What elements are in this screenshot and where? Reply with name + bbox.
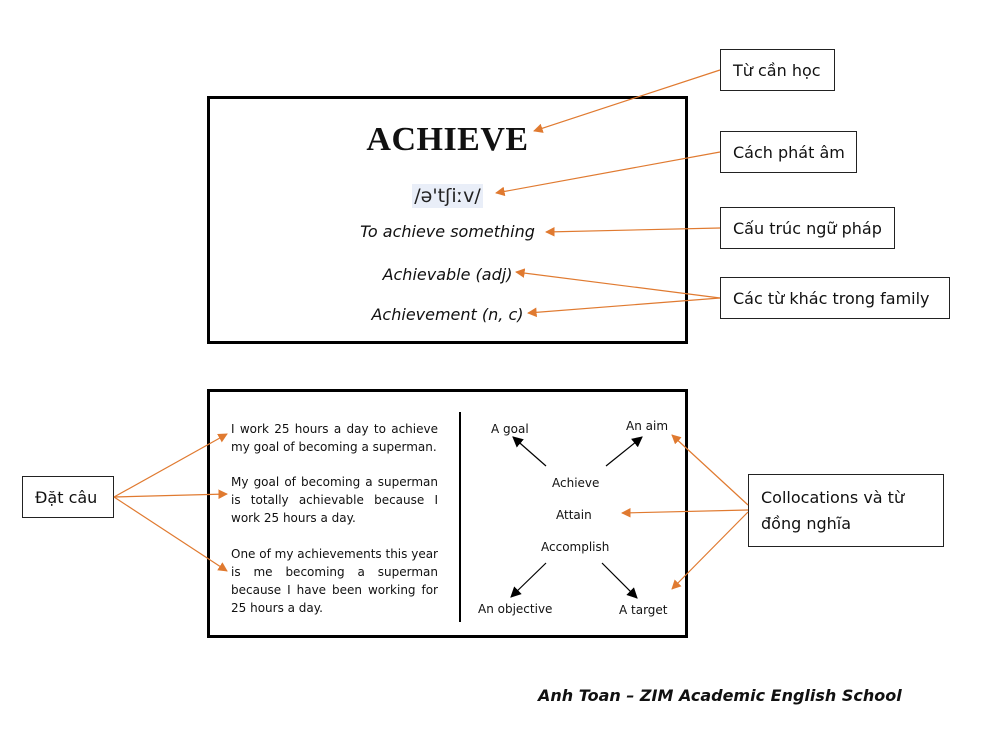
example-sentence-3: One of my achievements this year is me becoming a superman because I have been working for 25 hours a day. [231, 547, 438, 615]
arrow-collocation-attain [622, 510, 748, 513]
collocation-a-target: A target [619, 603, 668, 617]
collocations-label: Collocations và từ đồng nghĩa [748, 474, 944, 547]
arrow-family-noun [528, 298, 720, 313]
example-sentence-2: My goal of becoming a superman is totally achievable because I work 25 hours a day. [231, 475, 438, 525]
pronunciation-text: /ə'tʃiːv/ [414, 185, 481, 207]
arrow-sentence-2 [114, 494, 227, 497]
arrow-collocation-aim [672, 435, 748, 505]
verb-attain: Attain [556, 508, 592, 522]
arrow-family-adj [516, 272, 720, 298]
family-word-adjective: Achievable (adj) [382, 265, 513, 284]
verb-achieve: Achieve [552, 476, 600, 490]
vocabulary-word: ACHIEVE [366, 121, 529, 158]
arrow-to-aim [606, 437, 642, 466]
pronunciation-label: Cách phát âm [720, 131, 857, 173]
arrow-collocation-target [672, 512, 748, 589]
verb-accomplish: Accomplish [541, 540, 610, 554]
arrow-to-target [602, 563, 637, 598]
vocab-label: Từ cần học [720, 49, 835, 91]
arrow-sentence-3 [114, 497, 227, 571]
collocation-an-objective: An objective [478, 602, 553, 616]
collocation-a-goal: A goal [491, 422, 529, 436]
arrow-vocab [534, 70, 720, 131]
grammar-label: Cấu trúc ngữ pháp [720, 207, 895, 249]
arrow-to-goal [513, 437, 546, 466]
arrow-grammar [546, 228, 720, 232]
footer-credit: Anh Toan – ZIM Academic English School [538, 686, 902, 705]
arrow-sentence-1 [114, 434, 227, 497]
sentences-label: Đặt câu [22, 476, 114, 518]
family-word-noun: Achievement (n, c) [371, 305, 524, 324]
example-sentence-1: I work 25 hours a day to achieve my goal of becoming a superman. [231, 422, 438, 454]
collocation-an-aim: An aim [626, 419, 669, 433]
grammar-structure: To achieve something [360, 222, 535, 241]
arrow-to-objective [511, 563, 546, 597]
arrow-pronunciation [496, 152, 720, 193]
family-label: Các từ khác trong family [720, 277, 950, 319]
